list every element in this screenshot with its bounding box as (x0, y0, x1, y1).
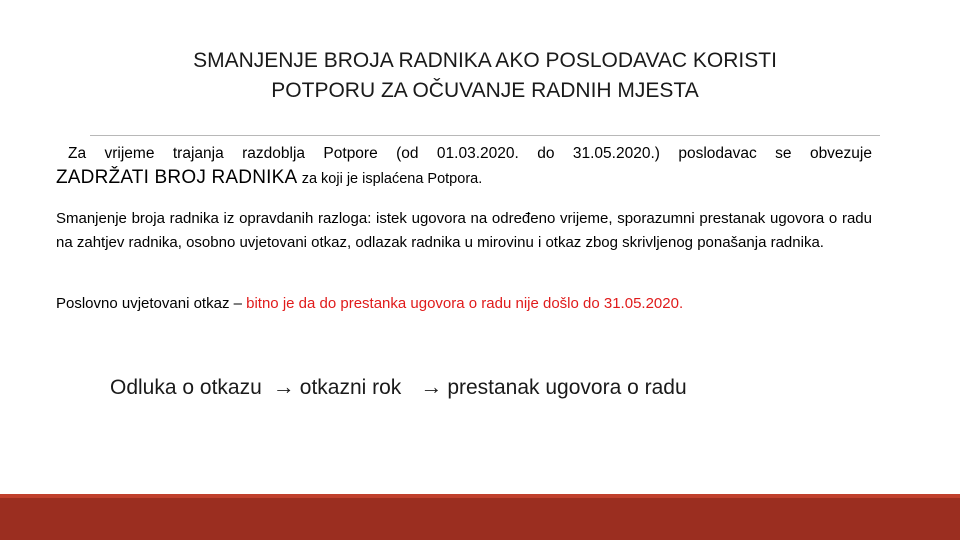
slide-title-line-1: SMANJENJE BROJA RADNIKA AKO POSLODAVAC KORISTI (193, 49, 777, 72)
flow-step-notice-period: otkazni rok (299, 376, 402, 399)
dismissal-flow (110, 371, 870, 404)
flow-step-contract-termination: prestanak ugovora o radu (447, 376, 687, 399)
right-arrow-icon: → (420, 374, 443, 399)
business-dismissal-highlight: bitno je da do prestanka ugovora o radu nije došlo do 31.05.2020. (246, 295, 684, 312)
bottom-band (0, 498, 960, 540)
slide-title (90, 46, 880, 106)
paragraph-justified-reasons: Smanjenje broja radnika iz opravdanih razloga: istek ugovora na određeno vrijeme, sporazumni prestanak ugovora o radu na zahtjev radnika, osobno uvjetovani otkaz, odlazak radnika u mirovinu i otkaz zbog skrivljenog ponašanja radnika. (56, 210, 872, 251)
right-arrow-icon: → (272, 374, 295, 399)
paragraph-obligation (56, 142, 872, 191)
obligation-line: Za vrijeme trajanja razdoblja Potpore (od 01.03.2020. do 31.05.2020.) poslodavac se obvezuje (68, 145, 872, 162)
obligation-emphasis: ZADRŽATI BROJ RADNIKA (56, 167, 298, 188)
paragraph-business-dismissal (56, 292, 886, 316)
flow-step-decision: Odluka o otkazu (110, 376, 262, 399)
obligation-rest: za koji je isplaćena Potpora. (301, 171, 483, 187)
business-dismissal-prefix: Poslovno uvjetovani otkaz – (56, 295, 247, 312)
title-divider (90, 135, 880, 136)
slide-title-line-2: POTPORU ZA OČUVANJE RADNIH MJESTA (271, 79, 699, 102)
